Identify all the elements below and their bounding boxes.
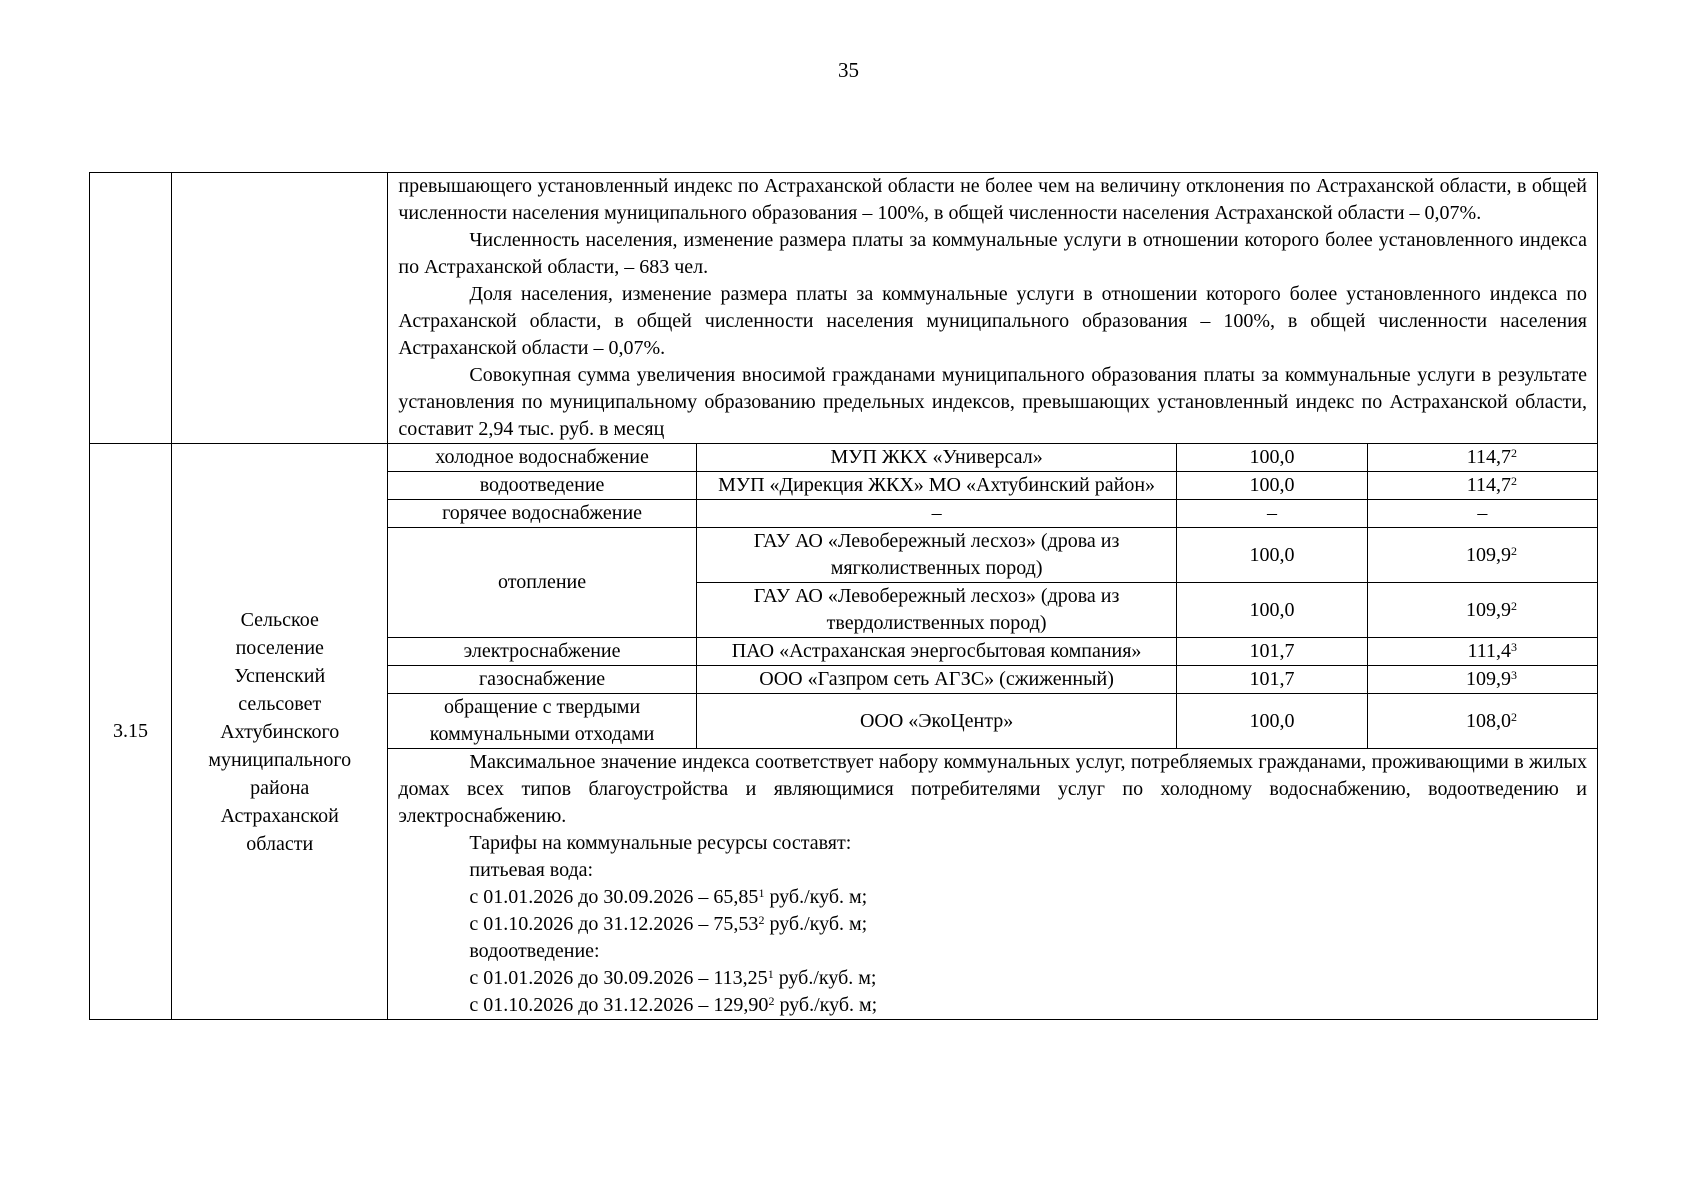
service-cell: газоснабжение [388, 666, 696, 694]
limit-index-cell [1367, 694, 1597, 749]
empty-num-cell [90, 173, 172, 444]
entry-name-line: Успенский [234, 664, 326, 687]
unit-text: руб./куб. м; [774, 994, 878, 1016]
footnote-mark: 2 [1511, 446, 1517, 460]
provider-cell: ГАУ АО «Левобережный лесхоз» (дрова из твердолиственных пород) [696, 583, 1177, 638]
service-cell: отопление [388, 528, 696, 638]
drain-tariff-2 [398, 992, 1587, 1019]
limit-index-cell [1367, 638, 1597, 666]
entry-name-line: поселение [235, 636, 324, 659]
service-cell: холодное водоснабжение [388, 444, 696, 472]
table-row [90, 444, 1598, 472]
provider-cell: ПАО «Астраханская энергосбытовая компания» [696, 638, 1177, 666]
limit-index-value: 108,0 [1466, 709, 1511, 732]
top-para-4: Совокупная сумма увеличения вносимой гражданами муниципального образования платы за коммунальные услуги в результате установления по муниципальному образованию предельных индексов, превышающих установленный индекс по Астраханской области, составит 2,94 тыс. руб. в месяц [398, 364, 1587, 440]
footnote-mark: 2 [1511, 474, 1517, 488]
base-index-cell: 100,0 [1177, 694, 1367, 749]
water-tariff-2 [398, 911, 1587, 938]
top-para-2: Численность населения, изменение размера платы за коммунальные услуги в отношении которого более установленного индекса по Астраханской области, – 683 чел. [398, 229, 1587, 278]
entry-name [172, 444, 388, 1020]
footnote-mark: 3 [1511, 640, 1517, 654]
limit-index-value: 114,7 [1466, 474, 1511, 496]
footnote-mark: 2 [1511, 543, 1517, 558]
bottom-text-cell [388, 749, 1598, 1020]
base-index-cell: 100,0 [1177, 472, 1367, 500]
tariff-table [89, 172, 1598, 1020]
drain-tariff-2-text: с 01.10.2026 до 31.12.2026 – 129,90 [469, 994, 769, 1016]
footnote-mark: 1 [758, 886, 765, 900]
base-index-cell: – [1177, 500, 1367, 528]
page-number: 35 [838, 58, 859, 82]
footnote-mark: 2 [1511, 598, 1517, 613]
water-tariff-1-text: с 01.01.2026 до 30.09.2026 – 65,85 [469, 886, 759, 908]
water-tariff-2-text: с 01.10.2026 до 31.12.2026 – 75,53 [469, 913, 759, 935]
entry-name-line: сельсовет [238, 692, 322, 715]
service-cell: горячее водоснабжение [388, 500, 696, 528]
service-cell: водоотведение [388, 472, 696, 500]
footnote-mark: 2 [768, 994, 775, 1008]
limit-index-value: 109,9 [1466, 543, 1511, 566]
provider-cell: ООО «ЭкоЦентр» [696, 694, 1177, 749]
limit-index-value: 114,7 [1466, 446, 1511, 468]
entry-number: 3.15 [90, 444, 172, 1020]
drain-tariff-1 [398, 965, 1587, 992]
entry-name-line: Ахтубинского [220, 720, 340, 743]
entry-name-line: района [250, 776, 310, 799]
provider-cell: ООО «Газпром сеть АГЗС» (сжиженный) [696, 666, 1177, 694]
base-index-cell: 100,0 [1177, 583, 1367, 638]
service-cell: обращение с твердыми коммунальными отходами [388, 694, 696, 749]
base-index-cell: 100,0 [1177, 444, 1367, 472]
limit-index-cell [1367, 583, 1597, 638]
limit-index-cell [1367, 472, 1597, 500]
limit-index-value: 109,9 [1466, 668, 1511, 690]
entry-name-line: Астраханской [220, 804, 339, 827]
footnote-mark: 2 [758, 913, 765, 927]
entry-name-line: Сельское [240, 608, 319, 631]
entry-name-line: области [246, 832, 314, 855]
empty-name-cell [172, 173, 388, 444]
limit-index-cell [1367, 444, 1597, 472]
provider-cell: ГАУ АО «Левобережный лесхоз» (дрова из мягколиственных пород) [696, 528, 1177, 583]
limit-index-cell: – [1367, 500, 1597, 528]
top-text-cell [388, 173, 1598, 444]
top-para-1: превышающего установленный индекс по Астраханской области не более чем на величину отклонения по Астраханской области, в общей численности населения муниципального образования – 100%, в общей численности населения Астраханской области – 0,07%. [398, 175, 1587, 224]
limit-index-cell [1367, 666, 1597, 694]
limit-index-cell [1367, 528, 1597, 583]
provider-cell: МУП ЖКХ «Универсал» [696, 444, 1177, 472]
limit-index-value: 109,9 [1466, 598, 1511, 621]
drain-label: водоотведение: [469, 940, 600, 962]
drain-tariff-1-text: с 01.01.2026 до 30.09.2026 – 113,25 [469, 967, 768, 989]
limit-index-value: 111,4 [1467, 640, 1511, 662]
water-tariff-1 [398, 884, 1587, 911]
provider-cell: – [696, 500, 1177, 528]
table-row-top-text [90, 173, 1598, 444]
water-label: питьевая вода: [469, 859, 594, 881]
unit-text: руб./куб. м; [764, 913, 868, 935]
provider-cell: МУП «Дирекция ЖКХ» МО «Ахтубинский район» [696, 472, 1177, 500]
base-index-cell: 100,0 [1177, 528, 1367, 583]
base-index-cell: 101,7 [1177, 666, 1367, 694]
bottom-para-1: Максимальное значение индекса соответствует набору коммунальных услуг, потребляемых гражданами, проживающими в жилых домах всех типов благоустройства и являющимися потребителями услуг по холодному водоснабжению, водоотведению и электроснабжению. [398, 751, 1587, 827]
footnote-mark: 2 [1511, 709, 1517, 724]
unit-text: руб./куб. м; [764, 886, 868, 908]
top-para-3: Доля населения, изменение размера платы за коммунальные услуги в отношении которого более установленного индекса по Астраханской области, в общей численности населения муниципального образования – 100%, в общей численности населения Астраханской области – 0,07%. [398, 283, 1587, 359]
base-index-cell: 101,7 [1177, 638, 1367, 666]
entry-name-line: муниципального [208, 748, 352, 771]
footnote-mark: 1 [767, 967, 774, 981]
unit-text: руб./куб. м; [773, 967, 877, 989]
footnote-mark: 3 [1511, 668, 1517, 682]
tariffs-heading: Тарифы на коммунальные ресурсы составят: [469, 832, 852, 854]
service-cell: электроснабжение [388, 638, 696, 666]
